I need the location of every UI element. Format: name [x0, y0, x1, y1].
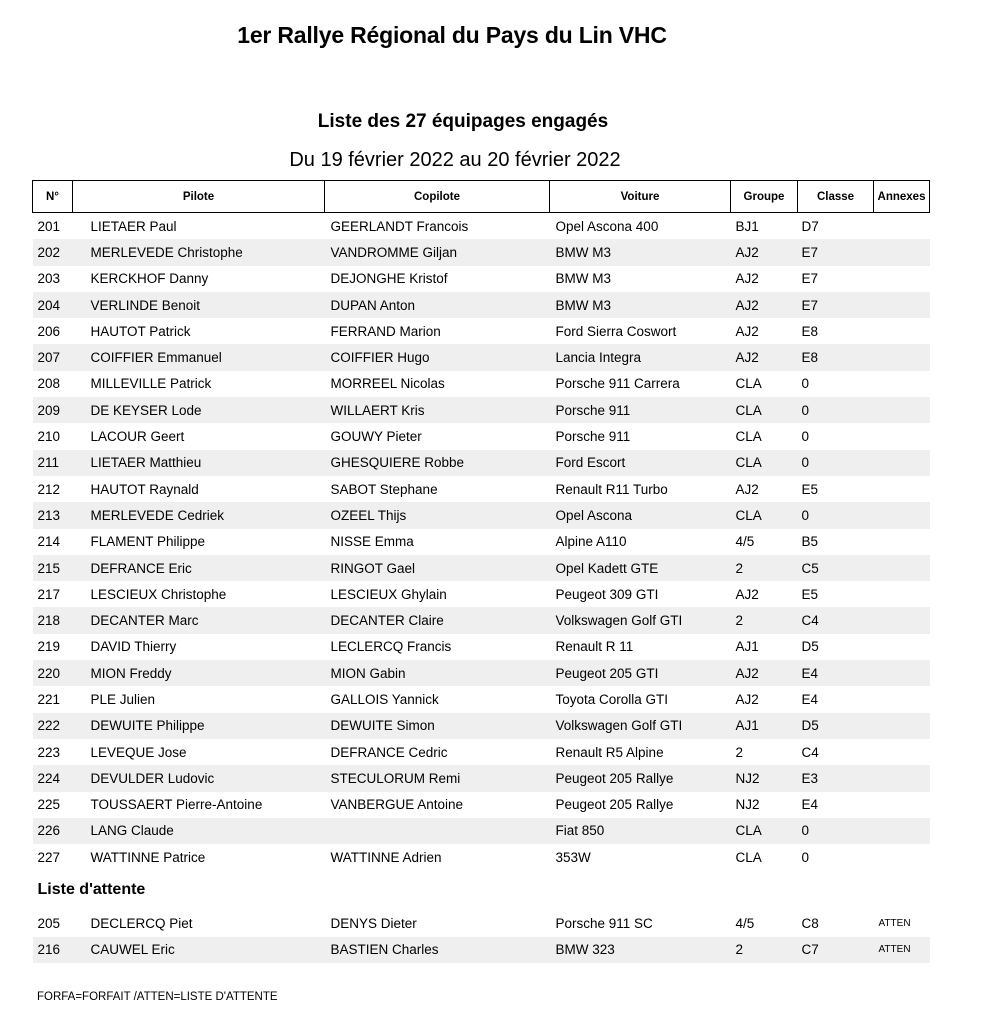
cell-pilote: HAUTOT Raynald — [90, 481, 199, 497]
cell-groupe: CLA — [731, 450, 798, 476]
cell-groupe: AJ2 — [735, 323, 759, 339]
cell-number: 211 — [33, 450, 73, 476]
table-row — [33, 371, 930, 397]
cell-groupe: BJ1 — [735, 218, 759, 234]
waiting-list-heading: Liste d'attente — [33, 870, 930, 910]
cell-copilote: DEJONGHE Kristof — [330, 271, 448, 287]
cell-annexes — [874, 476, 930, 502]
cell-copilote: LESCIEUX Ghylain — [330, 586, 447, 602]
cell-copilote: GHESQUIERE Robbe — [325, 450, 550, 476]
cell-annexes — [874, 450, 930, 476]
cell-copilote: VANBERGUE Antoine — [330, 797, 464, 813]
cell-annexes — [874, 266, 930, 292]
cell-groupe: 4/5 — [735, 534, 755, 550]
cell-copilote: STECULORUM Remi — [325, 765, 550, 791]
cell-pilote: TOUSSAERT Pierre-Antoine — [90, 797, 263, 813]
cell-number: 204 — [33, 292, 73, 318]
cell-voiture: Opel Ascona — [550, 502, 731, 528]
cell-pilote: DECLERCQ Piet — [90, 916, 193, 932]
table-row — [33, 818, 930, 844]
cell-classe: E7 — [801, 271, 819, 287]
table-row — [33, 634, 930, 660]
cell-voiture: Renault R 11 — [555, 639, 634, 655]
cell-annexes — [874, 529, 930, 555]
page-title: 1er Rallye Régional du Pays du Lin VHC — [237, 22, 667, 48]
cell-pilote: VERLINDE Benoit — [73, 292, 325, 318]
cell-pilote: DEWUITE Philippe — [73, 713, 325, 739]
table-row — [33, 239, 930, 265]
cell-copilote: MORREEL Nicolas — [330, 376, 445, 392]
table-row — [33, 213, 930, 240]
cell-voiture: Ford Sierra Coswort — [555, 323, 677, 339]
cell-classe: E4 — [801, 691, 819, 707]
table-row — [33, 910, 930, 936]
cell-number: 209 — [33, 397, 73, 423]
header-pilote: Pilote — [73, 181, 325, 213]
table-row — [33, 686, 930, 712]
cell-copilote: DECANTER Claire — [325, 607, 550, 633]
table-row — [33, 607, 930, 633]
cell-number: 217 — [37, 586, 61, 602]
cell-annexes — [874, 844, 930, 870]
cell-number: 226 — [33, 818, 73, 844]
cell-pilote: DAVID Thierry — [90, 639, 177, 655]
table-row — [33, 555, 930, 581]
cell-classe: 0 — [798, 818, 874, 844]
table-row — [33, 476, 930, 502]
cell-classe: E4 — [801, 797, 819, 813]
cell-annexes — [874, 344, 930, 370]
table-row — [33, 450, 930, 476]
cell-copilote — [325, 818, 550, 844]
cell-number: 218 — [33, 607, 73, 633]
legend-footnote: FORFA=FORFAIT /ATTEN=LISTE D'ATTENTE — [37, 991, 278, 1003]
cell-classe: E7 — [798, 292, 874, 318]
cell-classe: E7 — [798, 239, 874, 265]
table-row — [33, 397, 930, 423]
cell-pilote: DEFRANCE Eric — [73, 555, 325, 581]
cell-voiture: Porsche 911 — [555, 429, 631, 445]
cell-groupe: NJ2 — [735, 797, 760, 813]
header-groupe: Groupe — [731, 181, 798, 213]
cell-copilote: WATTINNE Adrien — [330, 849, 442, 865]
cell-annexes — [874, 739, 930, 765]
cell-pilote: FLAMENT Philippe — [90, 534, 206, 550]
cell-annexes — [874, 686, 930, 712]
cell-annexes — [874, 292, 930, 318]
cell-number: 224 — [33, 765, 73, 791]
cell-copilote: FERRAND Marion — [330, 323, 441, 339]
table-row — [33, 660, 930, 686]
table-row — [33, 844, 930, 870]
cell-voiture: Porsche 911 SC — [555, 916, 653, 932]
cell-number: 222 — [33, 713, 73, 739]
cell-copilote: DUPAN Anton — [325, 292, 550, 318]
cell-classe: E5 — [801, 481, 819, 497]
cell-pilote: DE KEYSER Lode — [73, 397, 325, 423]
cell-voiture: BMW 323 — [550, 937, 731, 963]
cell-voiture: Volkswagen Golf GTI — [550, 713, 731, 739]
header-copilote: Copilote — [325, 181, 550, 213]
cell-groupe: AJ2 — [735, 586, 759, 602]
cell-number: 221 — [37, 691, 61, 707]
cell-groupe: AJ2 — [731, 344, 798, 370]
cell-number: 212 — [37, 481, 61, 497]
cell-number: 220 — [33, 660, 73, 686]
cell-voiture: BMW M3 — [550, 239, 731, 265]
cell-copilote: BASTIEN Charles — [325, 937, 550, 963]
table-row — [33, 344, 930, 370]
table-row — [33, 292, 930, 318]
cell-annexes — [874, 213, 930, 240]
cell-copilote: GEERLANDT Francois — [330, 218, 469, 234]
cell-classe: C7 — [798, 937, 874, 963]
cell-copilote: VANDROMME Giljan — [325, 239, 550, 265]
cell-classe: E4 — [798, 660, 874, 686]
cell-pilote: LIETAER Paul — [90, 218, 177, 234]
cell-groupe: AJ2 — [735, 481, 759, 497]
table-row — [33, 581, 930, 607]
cell-classe: E8 — [801, 323, 819, 339]
cell-groupe: AJ2 — [731, 660, 798, 686]
table-row — [33, 739, 930, 765]
cell-copilote: GOUWY Pieter — [330, 429, 422, 445]
cell-groupe: 2 — [731, 555, 798, 581]
cell-pilote: DECANTER Marc — [73, 607, 325, 633]
list-subtitle: Liste des 27 équipages engagés — [317, 111, 609, 132]
cell-annexes — [874, 502, 930, 528]
table-row — [33, 318, 930, 344]
waiting-list-section — [33, 870, 930, 910]
header-annexes: Annexes — [874, 181, 930, 213]
cell-voiture: Alpine A110 — [555, 534, 627, 550]
table-row — [33, 713, 930, 739]
cell-copilote: NISSE Emma — [330, 534, 414, 550]
cell-copilote: DENYS Dieter — [330, 916, 417, 932]
table-row — [33, 792, 930, 818]
cell-voiture: Renault R5 Alpine — [555, 744, 664, 760]
cell-number: 225 — [37, 797, 61, 813]
cell-classe: 0 — [801, 429, 810, 445]
table-row — [33, 937, 930, 963]
cell-classe: D5 — [801, 639, 819, 655]
cell-groupe: AJ2 — [735, 271, 759, 287]
cell-classe: E3 — [798, 765, 874, 791]
cell-classe: 0 — [798, 502, 874, 528]
cell-number: 219 — [37, 639, 61, 655]
cell-voiture: Peugeot 205 Rallye — [550, 765, 731, 791]
cell-classe: C8 — [801, 916, 819, 932]
cell-annexes — [874, 423, 930, 449]
header-number: N° — [33, 181, 73, 213]
cell-number: 215 — [33, 555, 73, 581]
cell-pilote: MERLEVEDE Christophe — [73, 239, 325, 265]
cell-pilote: COIFFIER Emmanuel — [73, 344, 325, 370]
cell-copilote: RINGOT Gael — [325, 555, 550, 581]
cell-groupe: 2 — [731, 607, 798, 633]
cell-annexes — [874, 792, 930, 818]
cell-copilote: DEFRANCE Cedric — [330, 744, 448, 760]
header-voiture: Voiture — [550, 181, 731, 213]
cell-pilote: MERLEVEDE Cedriek — [73, 502, 325, 528]
cell-annexes: ATTEN — [874, 937, 930, 963]
cell-number: 216 — [33, 937, 73, 963]
cell-classe: C5 — [798, 555, 874, 581]
cell-number: 205 — [37, 916, 61, 932]
cell-number: 214 — [37, 534, 61, 550]
cell-voiture: Porsche 911 Carrera — [555, 376, 680, 392]
cell-number: 223 — [37, 744, 61, 760]
event-dates: Du 19 février 2022 au 20 février 2022 — [289, 149, 621, 171]
cell-groupe: AJ1 — [735, 639, 759, 655]
cell-copilote: SABOT Stephane — [330, 481, 438, 497]
cell-voiture: BMW M3 — [550, 292, 731, 318]
cell-annexes — [874, 318, 930, 344]
cell-copilote: OZEEL Thijs — [325, 502, 550, 528]
cell-pilote: LESCIEUX Christophe — [90, 586, 227, 602]
cell-number: 203 — [37, 271, 61, 287]
cell-groupe: CLA — [735, 376, 762, 392]
cell-annexes — [874, 607, 930, 633]
cell-voiture: Lancia Integra — [550, 344, 731, 370]
table-row — [33, 423, 930, 449]
header-classe: Classe — [798, 181, 874, 213]
cell-copilote: DEWUITE Simon — [325, 713, 550, 739]
cell-pilote: DEVULDER Ludovic — [73, 765, 325, 791]
cell-annexes — [874, 713, 930, 739]
cell-voiture: Fiat 850 — [550, 818, 731, 844]
cell-number: 208 — [37, 376, 61, 392]
cell-classe: 0 — [801, 376, 810, 392]
cell-classe: 0 — [798, 397, 874, 423]
cell-voiture: Peugeot 205 GTI — [550, 660, 731, 686]
cell-classe: D7 — [801, 218, 819, 234]
cell-voiture: BMW M3 — [555, 271, 611, 287]
cell-number: 202 — [33, 239, 73, 265]
cell-pilote: LANG Claude — [73, 818, 325, 844]
cell-groupe: CLA — [735, 849, 762, 865]
cell-voiture: Opel Kadett GTE — [550, 555, 731, 581]
cell-copilote: MION Gabin — [325, 660, 550, 686]
cell-copilote: GALLOIS Yannick — [330, 691, 439, 707]
cell-pilote: LEVEQUE Jose — [90, 744, 187, 760]
cell-groupe: CLA — [731, 818, 798, 844]
cell-pilote: PLE Julien — [90, 691, 156, 707]
cell-copilote: LECLERCQ Francis — [330, 639, 452, 655]
cell-copilote: COIFFIER Hugo — [325, 344, 550, 370]
cell-annexes — [874, 581, 930, 607]
cell-groupe: CLA — [735, 429, 762, 445]
cell-groupe: AJ1 — [731, 713, 798, 739]
cell-classe: C4 — [801, 744, 819, 760]
cell-annexes — [874, 397, 930, 423]
cell-voiture: 353W — [555, 849, 591, 865]
table-row — [33, 529, 930, 555]
cell-pilote: KERCKHOF Danny — [90, 271, 209, 287]
cell-pilote: WATTINNE Patrice — [90, 849, 206, 865]
cell-number: 201 — [37, 218, 61, 234]
cell-annexes — [874, 765, 930, 791]
cell-number: 206 — [37, 323, 61, 339]
cell-classe: C4 — [798, 607, 874, 633]
cell-pilote: MILLEVILLE Patrick — [90, 376, 212, 392]
cell-pilote: CAUWEL Eric — [73, 937, 325, 963]
cell-number: 227 — [37, 849, 61, 865]
table-row — [33, 502, 930, 528]
cell-groupe: CLA — [731, 397, 798, 423]
cell-groupe: 4/5 — [735, 916, 755, 932]
cell-classe: E8 — [798, 344, 874, 370]
table-body — [33, 213, 930, 964]
cell-classe: B5 — [801, 534, 819, 550]
cell-pilote: LIETAER Matthieu — [73, 450, 325, 476]
cell-annexes — [874, 660, 930, 686]
cell-voiture: Toyota Corolla GTI — [555, 691, 669, 707]
cell-voiture: Opel Ascona 400 — [555, 218, 659, 234]
cell-number: 207 — [33, 344, 73, 370]
cell-voiture: Ford Escort — [550, 450, 731, 476]
cell-groupe: AJ2 — [735, 691, 759, 707]
cell-voiture: Peugeot 205 Rallye — [555, 797, 674, 813]
cell-annexes — [874, 634, 930, 660]
cell-voiture: Volkswagen Golf GTI — [550, 607, 731, 633]
cell-annexes — [874, 239, 930, 265]
cell-annexes: ATTEN — [878, 918, 911, 930]
cell-voiture: Peugeot 309 GTI — [555, 586, 659, 602]
cell-annexes — [874, 818, 930, 844]
cell-classe: 0 — [798, 450, 874, 476]
cell-groupe: AJ2 — [731, 239, 798, 265]
table-header-row — [33, 181, 930, 213]
cell-classe: 0 — [801, 849, 810, 865]
cell-pilote: HAUTOT Patrick — [90, 323, 191, 339]
cell-voiture: Renault R11 Turbo — [555, 481, 668, 497]
cell-pilote: MION Freddy — [73, 660, 325, 686]
cell-groupe: 2 — [731, 937, 798, 963]
cell-groupe: NJ2 — [731, 765, 798, 791]
cell-annexes — [874, 555, 930, 581]
cell-voiture: Porsche 911 — [550, 397, 731, 423]
cell-number: 213 — [33, 502, 73, 528]
cell-groupe: 2 — [735, 744, 744, 760]
cell-groupe: AJ2 — [731, 292, 798, 318]
cell-pilote: LACOUR Geert — [90, 429, 185, 445]
cell-copilote: WILLAERT Kris — [325, 397, 550, 423]
cell-groupe: CLA — [731, 502, 798, 528]
cell-classe: E5 — [801, 586, 819, 602]
table-row — [33, 765, 930, 791]
table-row — [33, 266, 930, 292]
cell-annexes — [874, 371, 930, 397]
cell-classe: D5 — [798, 713, 874, 739]
cell-number: 210 — [37, 429, 61, 445]
entries-table — [32, 180, 930, 963]
